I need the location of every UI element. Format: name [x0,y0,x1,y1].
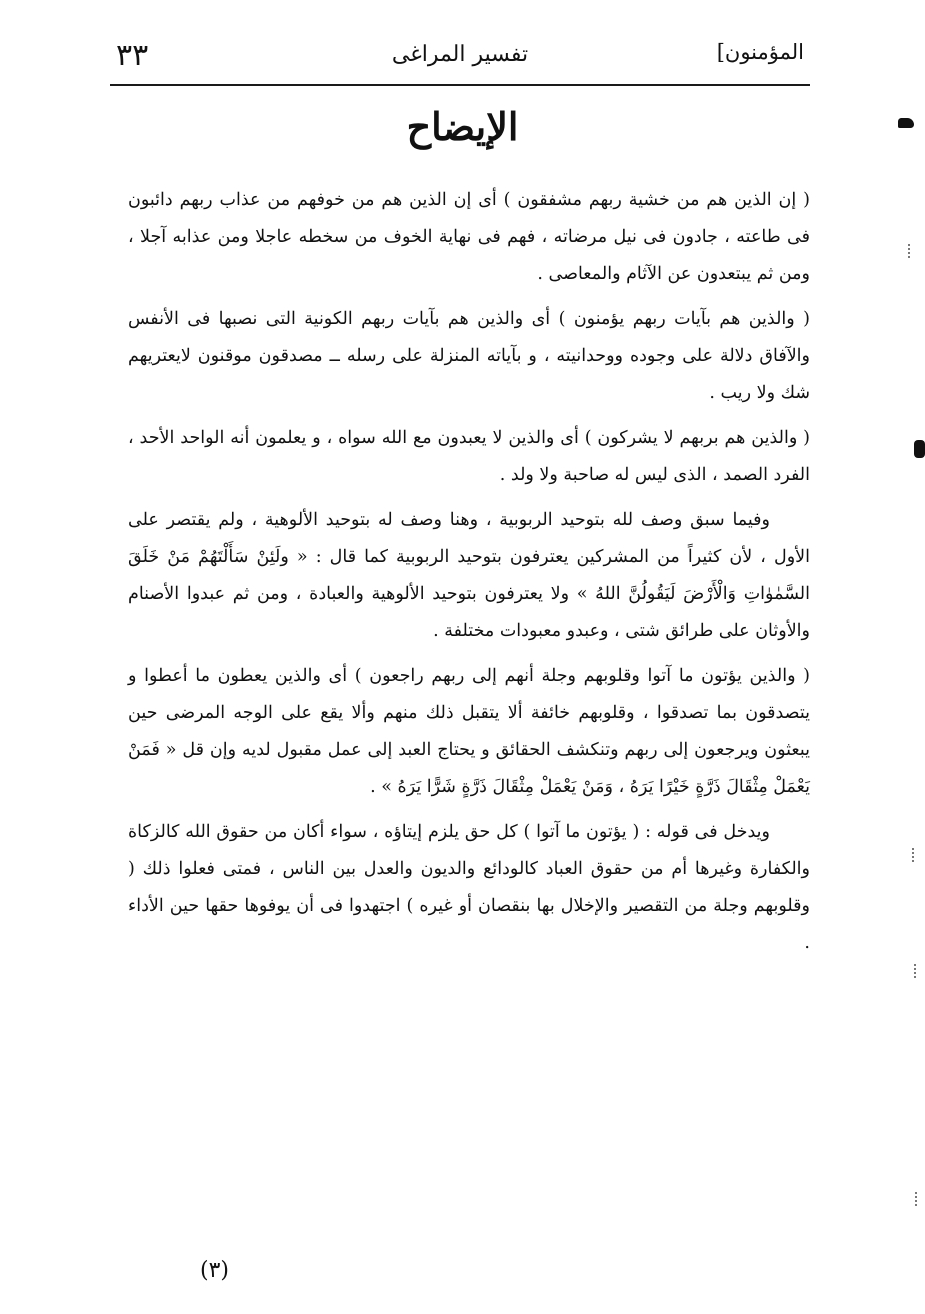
paragraph-2: ( والذين هم بآيات ربهم يؤمنون ) أى والذين هم بآيات ربهم الكونية التى نصبها فى الأنفس والآفاق دلالة على وجوده ووحدانيته ، و بآياته المنزلة على رسله ــ مصدقون موقنون لايعتريهم شك ولا ريب . [128,309,810,403]
surah-name: المؤمنون] [716,40,804,64]
paragraph-3: ( والذين هم بربهم لا يشركون ) أى والذين لا يعبدون مع الله سواه ، و يعلمون أنه الواحد الأحد ، الفرد الصمد ، الذى ليس له صاحبة ولا ولد . [128,428,810,485]
paragraph-6: ويدخل فى قوله : ( يؤتون ما آتوا ) كل حق يلزم إيتاؤه ، سواء أكان من حقوق الله كالزكاة والكفارة وغيرها أم من حقوق العباد كالودائع والديون والعدل بين الناس ، فمتى فعلوا ذلك ( وقلوبهم وجلة من التقصير والإخلال بها بنقصان أو غيره ) اجتهدوا فى أن يوفوها حقها حين الأداء . [128,822,810,953]
scan-speck [908,244,916,258]
running-header [110,30,810,86]
scan-speck [914,964,922,978]
paragraph-4: وفيما سبق وصف لله بتوحيد الربوبية ، وهنا وصف له بتوحيد الألوهية ، ولم يقتصر على الأول ، لأن كثيراً من المشركين يعترفون بتوحيد الربوبية كما قال : « ولَئِنْ سَأَلْتَهُمْ مَنْ خَلَقَ السَّمٰوٰاتِ وَالْأَرْضَ لَيَقُولُنَّ اللهُ » ولا يعترفون بتوحيد الألوهية والعبادة ، ومن ثم عبدوا الأصنام والأوثان على طرائق شتى ، وعبدو معبودات مختلفة . [128,510,810,641]
paragraph-1: ( إن الذين هم من خشية ربهم مشفقون ) أى إن الذين هم من خوفهم من عذاب ربهم دائبون فى طاعته ، جادون فى نيل مرضاته ، فهم فى نهاية الخوف من سخطه عاجلا ومن عذابه آجلا ، ومن ثم يبتعدون عن الآثام والمعاصى . [128,190,810,284]
scan-speck [915,1192,923,1206]
page-number: ٣٣ [116,38,149,73]
header-rule [110,84,810,86]
book-title: تفسير المراغى [391,42,529,67]
scan-blot-middle [914,440,925,458]
section-title: الإيضاح [406,104,519,149]
scan-blot-top [898,118,914,128]
signature-mark: (٣) [200,1258,230,1283]
body-text [128,182,810,970]
scan-speck [912,848,920,862]
paragraph-5: ( والذين يؤتون ما آتوا وقلوبهم وجلة أنهم إلى ربهم راجعون ) أى والذين يعطون ما أعطوا و يتصدقون بما تصدقوا ، وقلوبهم خائفة ألا يتقبل ذلك منهم وألا يقع على الوجه المرضى حين يبعثون ويرجعون إلى ربهم وتنكشف الحقائق و يحتاج العبد إلى عمل مقبول لديه وإن قل « فَمَنْ يَعْمَلْ مِثْقَالَ ذَرَّةٍ خَيْرًا يَرَهُ ، وَمَنْ يَعْمَلْ مِثْقَالَ ذَرَّةٍ شَرًّا يَرَهُ » . [128,666,810,797]
